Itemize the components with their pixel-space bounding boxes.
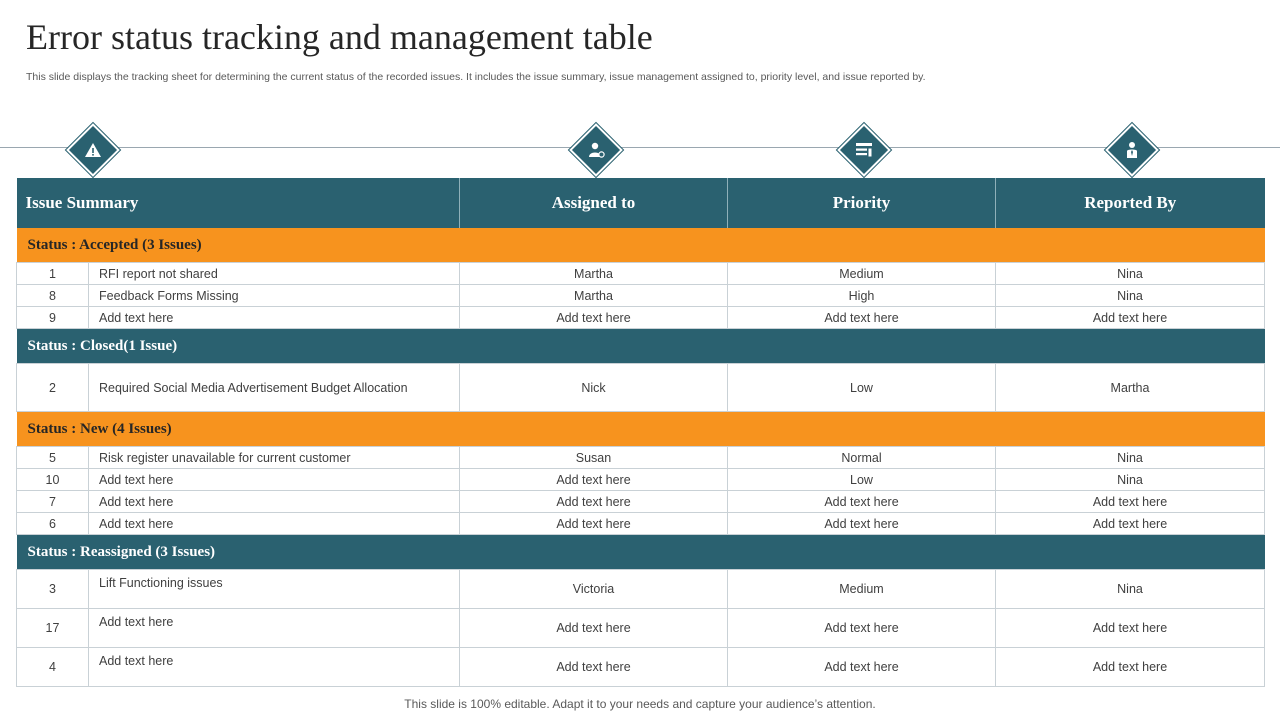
- status-label: Status : New (4 Issues): [17, 412, 1265, 447]
- assigned-to: Add text here: [460, 491, 728, 513]
- reported-by: Add text here: [996, 307, 1265, 329]
- reported-by: Nina: [996, 263, 1265, 285]
- priority: Medium: [728, 263, 996, 285]
- header-reported-by: Reported By: [996, 178, 1265, 228]
- status-row-new: [17, 412, 1265, 447]
- assigned-to: Nick: [460, 364, 728, 412]
- issue-number: 10: [17, 469, 89, 491]
- issue-number: 6: [17, 513, 89, 535]
- footer-note: This slide is 100% editable. Adapt it to your needs and capture your audience’s attention.: [404, 697, 876, 711]
- assigned-to: Add text here: [460, 648, 728, 687]
- table-row: [17, 263, 1265, 285]
- issue-summary: Add text here: [89, 491, 460, 513]
- assigned-to: Martha: [460, 263, 728, 285]
- page-subtitle: This slide displays the tracking sheet for determining the current status of the recorded issues. It includes the issue summary, issue management assigned to, priority level, and issue reported by.: [26, 71, 926, 83]
- status-label: Status : Accepted (3 Issues): [17, 228, 1265, 263]
- issue-summary: Add text here: [89, 513, 460, 535]
- issue-summary: Add text here: [89, 307, 460, 329]
- status-label: Status : Closed(1 Issue): [17, 329, 1265, 364]
- priority: Add text here: [728, 513, 996, 535]
- issue-number: 3: [17, 570, 89, 609]
- issue-number: 4: [17, 648, 89, 687]
- table-row: [17, 491, 1265, 513]
- issue-summary: Feedback Forms Missing: [89, 285, 460, 307]
- reported-by: Nina: [996, 469, 1265, 491]
- reported-by: Nina: [996, 285, 1265, 307]
- issue-tracking-table: [16, 178, 1265, 687]
- assigned-to: Add text here: [460, 469, 728, 491]
- assigned-to: Susan: [460, 447, 728, 469]
- table-row: [17, 469, 1265, 491]
- issue-number: 1: [17, 263, 89, 285]
- status-row-closed: [17, 329, 1265, 364]
- list-icon: [837, 123, 891, 177]
- user-settings-icon: [569, 123, 623, 177]
- issue-number: 2: [17, 364, 89, 412]
- assigned-to: Add text here: [460, 513, 728, 535]
- table-row: [17, 648, 1265, 687]
- priority: Add text here: [728, 307, 996, 329]
- issue-number: 7: [17, 491, 89, 513]
- table-header-row: [17, 178, 1265, 228]
- reported-by: Add text here: [996, 491, 1265, 513]
- issue-summary: Add text here: [89, 469, 460, 491]
- warning-icon: [66, 123, 120, 177]
- issue-summary: Risk register unavailable for current customer: [89, 447, 460, 469]
- reported-by: Add text here: [996, 513, 1265, 535]
- reported-by: Nina: [996, 447, 1265, 469]
- priority: Add text here: [728, 648, 996, 687]
- reported-by: Add text here: [996, 648, 1265, 687]
- assigned-to: Add text here: [460, 307, 728, 329]
- table-row: [17, 570, 1265, 609]
- header-priority: Priority: [728, 178, 996, 228]
- issue-summary: Required Social Media Advertisement Budget Allocation: [89, 364, 460, 412]
- issue-summary: Add text here: [89, 648, 460, 687]
- table-row: [17, 609, 1265, 648]
- reported-by: Add text here: [996, 609, 1265, 648]
- priority: Low: [728, 469, 996, 491]
- reported-by: Nina: [996, 570, 1265, 609]
- status-label: Status : Reassigned (3 Issues): [17, 535, 1265, 570]
- priority: Add text here: [728, 609, 996, 648]
- priority: Medium: [728, 570, 996, 609]
- status-row-reassigned: [17, 535, 1265, 570]
- table-row: [17, 513, 1265, 535]
- issue-number: 17: [17, 609, 89, 648]
- table-row: [17, 307, 1265, 329]
- table-row: [17, 285, 1265, 307]
- issue-summary: RFI report not shared: [89, 263, 460, 285]
- priority: High: [728, 285, 996, 307]
- priority: Add text here: [728, 491, 996, 513]
- header-assigned-to: Assigned to: [460, 178, 728, 228]
- divider-line: [0, 147, 1280, 148]
- priority: Low: [728, 364, 996, 412]
- page-title: Error status tracking and management table: [26, 17, 653, 57]
- issue-number: 9: [17, 307, 89, 329]
- header-issue-summary: Issue Summary: [17, 178, 460, 228]
- priority: Normal: [728, 447, 996, 469]
- person-icon: [1105, 123, 1159, 177]
- reported-by: Martha: [996, 364, 1265, 412]
- assigned-to: Martha: [460, 285, 728, 307]
- status-row-accepted: [17, 228, 1265, 263]
- issue-number: 8: [17, 285, 89, 307]
- table-row: [17, 364, 1265, 412]
- issue-number: 5: [17, 447, 89, 469]
- issue-summary: Add text here: [89, 609, 460, 648]
- table-row: [17, 447, 1265, 469]
- assigned-to: Add text here: [460, 609, 728, 648]
- assigned-to: Victoria: [460, 570, 728, 609]
- issue-summary: Lift Functioning issues: [89, 570, 460, 609]
